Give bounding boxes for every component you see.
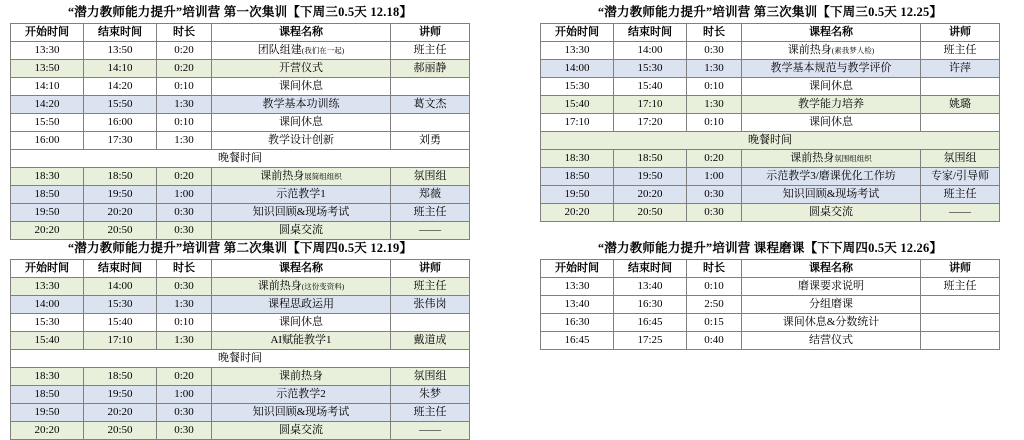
- table-row: [11, 168, 470, 186]
- cell-teacher: 班主任: [391, 278, 470, 296]
- table-row: [541, 78, 1000, 96]
- cell-teacher: 班主任: [921, 278, 1000, 296]
- table-header-row: [11, 24, 470, 42]
- block-title: “潜力教师能力提升”培训营 第二次集训【下周四0.5天 12.19】: [67, 241, 413, 255]
- cell-end-time: 20:20: [84, 204, 157, 222]
- cell-duration: 0:30: [157, 422, 212, 440]
- cell-course-name: 课前热身(素我梦人检): [742, 42, 921, 60]
- cell-start-time: 20:20: [11, 422, 84, 440]
- cell-end-time: 20:20: [614, 186, 687, 204]
- cell-course-name: 知识回顾&现场考试: [212, 204, 391, 222]
- cell-course-name: 圆桌交流: [212, 422, 391, 440]
- cell-duration: 0:30: [687, 204, 742, 222]
- cell-teacher: 班主任: [391, 404, 470, 422]
- cell-duration: 0:20: [157, 168, 212, 186]
- cell-note: 氛围组组织: [834, 154, 872, 164]
- cell-teacher: 朱梦: [391, 386, 470, 404]
- cell-teacher: 郝丽静: [391, 60, 470, 78]
- cell-course-name: 教学设计创新: [212, 132, 391, 150]
- column-header-course: 课程名称: [742, 260, 921, 278]
- table-row: [11, 278, 470, 296]
- cell-course-name: 团队组建(我们在一起): [212, 42, 391, 60]
- cell-start-time: 13:30: [541, 278, 614, 296]
- cell-teacher: 姚璐: [921, 96, 1000, 114]
- cell-course-name: 课前热身展简组组织: [212, 168, 391, 186]
- table-body: [11, 42, 470, 240]
- cell-teacher: [391, 314, 470, 332]
- cell-start-time: 14:00: [541, 60, 614, 78]
- cell-teacher: [921, 114, 1000, 132]
- table-header-row: [541, 260, 1000, 278]
- cell-end-time: 14:10: [84, 60, 157, 78]
- column-header-end: 结束时间: [614, 260, 687, 278]
- cell-duration: 0:40: [687, 332, 742, 350]
- cell-course-name: 教学基本规范与教学评价: [742, 60, 921, 78]
- cell-course-name: 课前热身(这份变资料): [212, 278, 391, 296]
- table-row: [11, 132, 470, 150]
- cell-end-time: 13:40: [614, 278, 687, 296]
- cell-duration: 1:30: [157, 296, 212, 314]
- cell-duration: 2:50: [687, 296, 742, 314]
- column-header-course: 课程名称: [212, 260, 391, 278]
- cell-start-time: 13:30: [11, 278, 84, 296]
- block-title: “潜力教师能力提升”培训营 课程磨课【下下周四0.5天 12.26】: [597, 241, 943, 255]
- cell-end-time: 18:50: [84, 368, 157, 386]
- column-header-end: 结束时间: [614, 24, 687, 42]
- cell-course-name: 课间休息: [212, 114, 391, 132]
- table-row: [11, 204, 470, 222]
- schedule-table: [10, 259, 470, 440]
- table-row: [11, 296, 470, 314]
- cell-teacher: 许萍: [921, 60, 1000, 78]
- cell-start-time: 15:30: [11, 314, 84, 332]
- cell-teacher: 专家/引导师: [921, 168, 1000, 186]
- cell-start-time: 16:30: [541, 314, 614, 332]
- cell-start-time: 17:10: [541, 114, 614, 132]
- cell-teacher: 氛围组: [391, 168, 470, 186]
- cell-course-name: 圆桌交流: [212, 222, 391, 240]
- cell-duration: 1:00: [157, 186, 212, 204]
- schedule-table: [540, 259, 1000, 350]
- cell-start-time: 18:30: [541, 150, 614, 168]
- cell-teacher: ——: [921, 204, 1000, 222]
- cell-course-name: 知识回顾&现场考试: [742, 186, 921, 204]
- table-row: [541, 114, 1000, 132]
- cell-teacher: [921, 332, 1000, 350]
- cell-end-time: 16:00: [84, 114, 157, 132]
- table-row: [541, 42, 1000, 60]
- cell-teacher: ——: [391, 422, 470, 440]
- cell-duration: 0:15: [687, 314, 742, 332]
- table-row: [541, 296, 1000, 314]
- column-header-teacher: 讲师: [921, 24, 1000, 42]
- table-row: [541, 204, 1000, 222]
- cell-teacher: 郑薇: [391, 186, 470, 204]
- column-header-teacher: 讲师: [921, 260, 1000, 278]
- cell-note: 展简组组织: [304, 172, 342, 182]
- cell-course-name: 示范教学2: [212, 386, 391, 404]
- cell-note: (我们在一起): [301, 46, 345, 55]
- cell-end-time: 15:50: [84, 96, 157, 114]
- cell-end-time: 20:20: [84, 404, 157, 422]
- cell-teacher: 班主任: [391, 42, 470, 60]
- table-body: [11, 278, 470, 440]
- cell-duration: 0:10: [687, 114, 742, 132]
- column-header-course: 课程名称: [742, 24, 921, 42]
- cell-start-time: 14:10: [11, 78, 84, 96]
- cell-course-name: 课间休息: [742, 114, 921, 132]
- schedule-table: [10, 23, 470, 240]
- cell-course-name: 课间休息: [212, 314, 391, 332]
- cell-start-time: 18:50: [11, 386, 84, 404]
- cell-teacher: ——: [391, 222, 470, 240]
- cell-duration: 0:10: [157, 314, 212, 332]
- table-row: [11, 186, 470, 204]
- column-header-start: 开始时间: [11, 24, 84, 42]
- cell-start-time: 14:00: [11, 296, 84, 314]
- cell-start-time: 15:30: [541, 78, 614, 96]
- table-row: [11, 60, 470, 78]
- cell-end-time: 20:50: [84, 222, 157, 240]
- cell-course-name: 示范教学3/磨课优化工作坊: [742, 168, 921, 186]
- column-header-teacher: 讲师: [391, 24, 470, 42]
- cell-course-name: 课间休息: [742, 78, 921, 96]
- cell-duration: 1:00: [157, 386, 212, 404]
- cell-start-time: 19:50: [541, 186, 614, 204]
- cell-end-time: 15:40: [614, 78, 687, 96]
- schedule-block-session1: [10, 2, 470, 240]
- cell-course-name: 圆桌交流: [742, 204, 921, 222]
- column-header-end: 结束时间: [84, 260, 157, 278]
- cell-duration: 0:10: [157, 78, 212, 96]
- cell-teacher: [921, 314, 1000, 332]
- cell-duration: 0:10: [157, 114, 212, 132]
- table-row: [11, 332, 470, 350]
- merged-cell-meal: 晚餐时间: [11, 350, 470, 368]
- cell-teacher: 刘勇: [391, 132, 470, 150]
- column-header-start: 开始时间: [11, 260, 84, 278]
- table-row: [11, 368, 470, 386]
- cell-end-time: 17:10: [84, 332, 157, 350]
- cell-note: (素我梦人检): [831, 46, 875, 55]
- cell-duration: 0:30: [157, 222, 212, 240]
- cell-duration: 0:20: [157, 42, 212, 60]
- cell-course-name: 课间休息: [212, 78, 391, 96]
- table-row: [541, 186, 1000, 204]
- table-row: [11, 78, 470, 96]
- table-header-row: [11, 260, 470, 278]
- cell-start-time: 14:20: [11, 96, 84, 114]
- cell-start-time: 20:20: [541, 204, 614, 222]
- cell-course-name: 开营仪式: [212, 60, 391, 78]
- cell-teacher: 氛围组: [391, 368, 470, 386]
- table-row: [541, 60, 1000, 78]
- column-header-teacher: 讲师: [391, 260, 470, 278]
- cell-end-time: 17:10: [614, 96, 687, 114]
- cell-end-time: 15:30: [614, 60, 687, 78]
- cell-start-time: 18:30: [11, 168, 84, 186]
- cell-duration: 0:10: [687, 78, 742, 96]
- table-row: [11, 222, 470, 240]
- cell-end-time: 17:20: [614, 114, 687, 132]
- cell-teacher: 葛文杰: [391, 96, 470, 114]
- table-row: [541, 96, 1000, 114]
- cell-end-time: 13:50: [84, 42, 157, 60]
- cell-end-time: 16:45: [614, 314, 687, 332]
- table-row: [541, 332, 1000, 350]
- cell-teacher: 氛围组: [921, 150, 1000, 168]
- cell-course-name: 示范教学1: [212, 186, 391, 204]
- column-header-duration: 时长: [687, 260, 742, 278]
- cell-end-time: 19:50: [84, 386, 157, 404]
- cell-start-time: 13:30: [541, 42, 614, 60]
- cell-duration: 0:30: [687, 186, 742, 204]
- cell-teacher: 戴道成: [391, 332, 470, 350]
- table-header-row: [541, 24, 1000, 42]
- cell-start-time: 20:20: [11, 222, 84, 240]
- column-header-duration: 时长: [687, 24, 742, 42]
- column-header-start: 开始时间: [541, 24, 614, 42]
- cell-end-time: 14:00: [84, 278, 157, 296]
- cell-start-time: 16:00: [11, 132, 84, 150]
- cell-start-time: 19:50: [11, 404, 84, 422]
- merged-cell-meal: 晚餐时间: [11, 150, 470, 168]
- cell-end-time: 17:30: [84, 132, 157, 150]
- table-row: [541, 150, 1000, 168]
- table-row: [11, 314, 470, 332]
- cell-start-time: 16:45: [541, 332, 614, 350]
- table-body: [541, 42, 1000, 222]
- cell-course-name: 课前热身: [212, 368, 391, 386]
- cell-duration: 1:30: [157, 96, 212, 114]
- schedule-block-polish: [540, 238, 1000, 350]
- cell-duration: 1:30: [687, 96, 742, 114]
- cell-duration: 0:30: [157, 404, 212, 422]
- cell-teacher: [391, 78, 470, 96]
- cell-duration: 0:30: [687, 42, 742, 60]
- schedule-block-session3: [540, 2, 1000, 222]
- schedule-table: [540, 23, 1000, 222]
- cell-end-time: 19:50: [614, 168, 687, 186]
- cell-end-time: 16:30: [614, 296, 687, 314]
- cell-course-name: 教学基本功训练: [212, 96, 391, 114]
- cell-duration: 0:30: [157, 278, 212, 296]
- column-header-duration: 时长: [157, 24, 212, 42]
- cell-duration: 0:10: [687, 278, 742, 296]
- cell-duration: 1:00: [687, 168, 742, 186]
- cell-end-time: 20:50: [614, 204, 687, 222]
- column-header-course: 课程名称: [212, 24, 391, 42]
- cell-end-time: 18:50: [614, 150, 687, 168]
- table-row: [541, 132, 1000, 150]
- cell-end-time: 18:50: [84, 168, 157, 186]
- cell-course-name: 课程思政运用: [212, 296, 391, 314]
- cell-start-time: 19:50: [11, 204, 84, 222]
- cell-teacher: 班主任: [391, 204, 470, 222]
- cell-note: (这份变资料): [301, 282, 345, 291]
- cell-start-time: 13:40: [541, 296, 614, 314]
- block-title: “潜力教师能力提升”培训营 第一次集训【下周三0.5天 12.18】: [67, 5, 413, 19]
- cell-course-name: 分组磨课: [742, 296, 921, 314]
- cell-duration: 1:30: [157, 332, 212, 350]
- cell-start-time: 15:50: [11, 114, 84, 132]
- cell-duration: 1:30: [157, 132, 212, 150]
- column-header-start: 开始时间: [541, 260, 614, 278]
- cell-teacher: 班主任: [921, 42, 1000, 60]
- cell-teacher: [391, 114, 470, 132]
- cell-start-time: 18:30: [11, 368, 84, 386]
- table-row: [11, 96, 470, 114]
- cell-duration: 0:30: [157, 204, 212, 222]
- block-title: “潜力教师能力提升”培训营 第三次集训【下周三0.5天 12.25】: [597, 5, 943, 19]
- cell-start-time: 18:50: [11, 186, 84, 204]
- table-row: [11, 422, 470, 440]
- cell-teacher: [921, 296, 1000, 314]
- cell-duration: 0:20: [157, 60, 212, 78]
- table-row: [11, 350, 470, 368]
- cell-end-time: 14:20: [84, 78, 157, 96]
- cell-course-name: 磨课要求说明: [742, 278, 921, 296]
- cell-duration: 0:20: [687, 150, 742, 168]
- cell-end-time: 20:50: [84, 422, 157, 440]
- column-header-end: 结束时间: [84, 24, 157, 42]
- table-row: [11, 386, 470, 404]
- cell-start-time: 18:50: [541, 168, 614, 186]
- cell-course-name: 课前热身氛围组组织: [742, 150, 921, 168]
- cell-start-time: 13:30: [11, 42, 84, 60]
- cell-end-time: 17:25: [614, 332, 687, 350]
- column-header-duration: 时长: [157, 260, 212, 278]
- cell-start-time: 13:50: [11, 60, 84, 78]
- cell-duration: 1:30: [687, 60, 742, 78]
- cell-duration: 0:20: [157, 368, 212, 386]
- cell-end-time: 15:30: [84, 296, 157, 314]
- cell-teacher: 班主任: [921, 186, 1000, 204]
- cell-start-time: 15:40: [11, 332, 84, 350]
- cell-course-name: 知识回顾&现场考试: [212, 404, 391, 422]
- table-row: [11, 42, 470, 60]
- table-row: [11, 150, 470, 168]
- table-row: [541, 278, 1000, 296]
- cell-start-time: 15:40: [541, 96, 614, 114]
- cell-end-time: 19:50: [84, 186, 157, 204]
- table-row: [11, 404, 470, 422]
- table-row: [541, 314, 1000, 332]
- cell-teacher: 张伟岗: [391, 296, 470, 314]
- table-row: [541, 168, 1000, 186]
- cell-course-name: 课间休息&分数统计: [742, 314, 921, 332]
- cell-teacher: [921, 78, 1000, 96]
- cell-course-name: 教学能力培养: [742, 96, 921, 114]
- cell-end-time: 14:00: [614, 42, 687, 60]
- cell-end-time: 15:40: [84, 314, 157, 332]
- merged-cell-meal: 晚餐时间: [541, 132, 1000, 150]
- schedule-block-session2: [10, 238, 470, 440]
- cell-course-name: AI赋能教学1: [212, 332, 391, 350]
- table-body: [541, 278, 1000, 350]
- table-row: [11, 114, 470, 132]
- cell-course-name: 结营仪式: [742, 332, 921, 350]
